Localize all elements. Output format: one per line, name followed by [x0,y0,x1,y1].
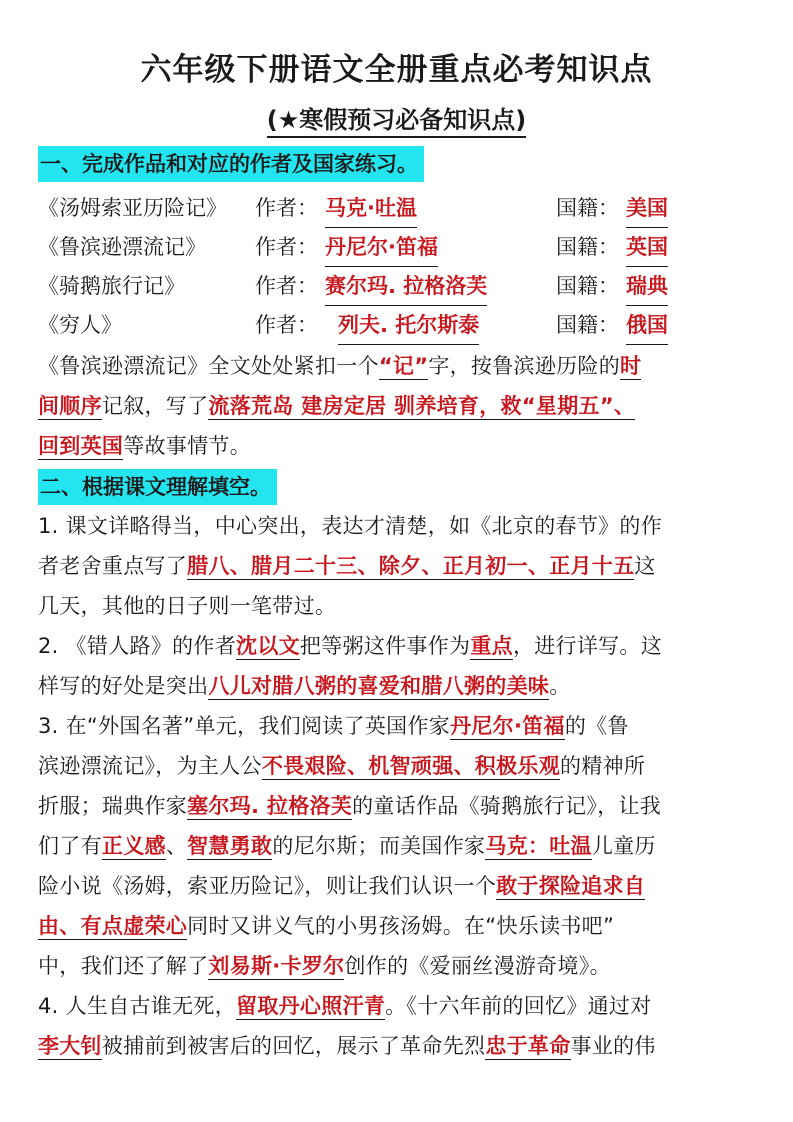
paragraph-line [38,386,758,426]
text: 事业的伟 [570,1034,656,1058]
text: 字，按鲁滨逊历险的 [428,354,621,378]
text: 同时又讲义气的小男孩汤姆。在“快乐读书吧” [187,914,615,938]
paragraph-line [38,826,758,866]
subtitle-text: (★寒假预习必备知识点) [267,106,526,138]
author-label: 作者： [255,196,318,220]
answer: 马克：吐温 [485,834,592,858]
paragraph-line [38,586,758,626]
text: 创作的《爱丽丝漫游奇境》。 [344,954,611,978]
author-answer: 马克·吐温 [325,190,417,228]
paragraph-line [38,786,758,826]
answer: 敢于探险追求自 [496,874,646,898]
item-3 [38,706,758,986]
answer: 留取丹心照汗青 [236,994,386,1018]
answer: 不畏艰险、机智顽强、积极乐观 [261,754,561,778]
paragraph-line [38,946,758,986]
text: 1. 课文详略得当，中心突出，表达才清楚，如《北京的春节》的作 [38,514,663,538]
item-1 [38,506,758,626]
nation-label: 国籍： [556,235,619,259]
text: 几天，其他的日子则一笔带过。 [38,594,337,618]
author-label: 作者： [255,313,318,337]
text: 险小说《汤姆，索亚历险记》，则让我们认识一个 [38,874,497,898]
section1-heading: 一、完成作品和对应的作者及国家练习。 [38,146,424,182]
nation-label: 国籍： [556,196,619,220]
text: 《鲁滨逊漂流记》全文处处紧扣一个 [38,354,379,378]
answer: 沈以文 [236,634,300,658]
nation-label: 国籍： [556,274,619,298]
paragraph-line [38,906,758,946]
answer: 由、有点虚荣心 [38,914,188,938]
text: 样写的好处是突出 [38,674,209,698]
text: 的精神所 [560,754,646,778]
book-title: 《骑鹅旅行记》 [38,274,185,298]
text: 折服；瑞典作家 [38,794,188,818]
text: 、 [165,834,188,858]
text: 的尼尔斯；而美国作家 [272,834,486,858]
text: 。《十六年前的回忆》通过对 [385,994,652,1018]
text: 们了有 [38,834,102,858]
author-row [38,307,758,343]
nation-answer: 美国 [626,190,668,228]
author-label: 作者： [255,235,318,259]
text: 等故事情节。 [123,434,252,458]
answer: 塞尔玛. 拉格洛芙 [187,794,353,818]
paragraph-line [38,346,758,386]
answer: 腊八、腊月二十三、除夕、正月初一、正月十五 [187,554,635,578]
paragraph-line [38,626,758,666]
text: 滨逊漂流记》，为主人公 [38,754,262,778]
answer: 间顺序 [38,394,102,418]
author-row [38,229,758,265]
paragraph-line [38,666,758,706]
answer: 流落荒岛 建房定居 驯养培育，救“星期五”、 [208,394,636,418]
author-answer: 列夫. 托尔斯泰 [338,307,479,345]
text: 的《鲁 [564,714,629,738]
answer: 重点 [470,634,513,658]
text: 者老舍重点写了 [38,554,188,578]
paragraph-line [38,746,758,786]
text: ，进行详写。这 [512,634,663,658]
author-answer: 丹尼尔·笛福 [325,229,438,267]
answer: 正义感 [101,834,166,858]
author-row [38,190,758,226]
section1-paragraph [38,346,758,466]
author-row [38,268,758,304]
nation-answer: 瑞典 [626,268,668,306]
answer: 刘易斯·卡罗尔 [208,954,345,978]
answer: 丹尼尔·笛福 [450,714,565,738]
text: 把等粥这件事作为 [299,634,471,658]
paragraph-line [38,866,758,906]
book-title: 《汤姆索亚历险记》 [38,196,227,220]
text: 的童话作品《骑鹅旅行记》，让我 [352,794,662,818]
nation-label: 国籍： [556,313,619,337]
answer: 回到英国 [38,434,124,458]
author-label: 作者： [255,274,318,298]
section2-heading: 二、根据课文理解填空。 [38,469,277,505]
text: 2. 《错人路》的作者 [38,634,237,658]
text: 这 [634,554,656,578]
text: 中，我们还了解了 [38,954,209,978]
author-answer: 赛尔玛. 拉格洛芙 [325,268,487,306]
paragraph-line [38,986,758,1026]
answer: 李大钊 [38,1034,102,1058]
paragraph-line [38,426,758,466]
paragraph-line [38,546,758,586]
answer: 八儿对腊八粥的喜爱和腊八粥的美味 [208,674,550,698]
answer: 智慧勇敢 [187,834,273,858]
text: 儿童历 [591,834,656,858]
nation-answer: 英国 [626,229,668,267]
book-title: 《穷人》 [38,313,122,337]
paragraph-line [38,706,758,746]
answer: “记” [378,354,429,378]
text: 记叙，写了 [101,394,209,418]
text: 3. 在“外国名著”单元，我们阅读了英国作家 [38,714,451,738]
text: 被捕前到被害后的回忆，展示了革命先烈 [101,1034,486,1058]
nation-answer: 俄国 [626,307,668,345]
item-2 [38,626,758,706]
paragraph-line [38,1026,758,1066]
answer: 忠于革命 [485,1034,571,1058]
item-4 [38,986,758,1066]
text: 4. 人生自古谁无死， [38,994,237,1018]
page-subtitle [0,100,793,135]
page-title: 六年级下册语文全册重点必考知识点 [140,52,653,88]
text: 。 [549,674,571,698]
book-title: 《鲁滨逊漂流记》 [38,235,206,259]
paragraph-line [38,506,758,546]
answer: 时 [620,354,642,378]
